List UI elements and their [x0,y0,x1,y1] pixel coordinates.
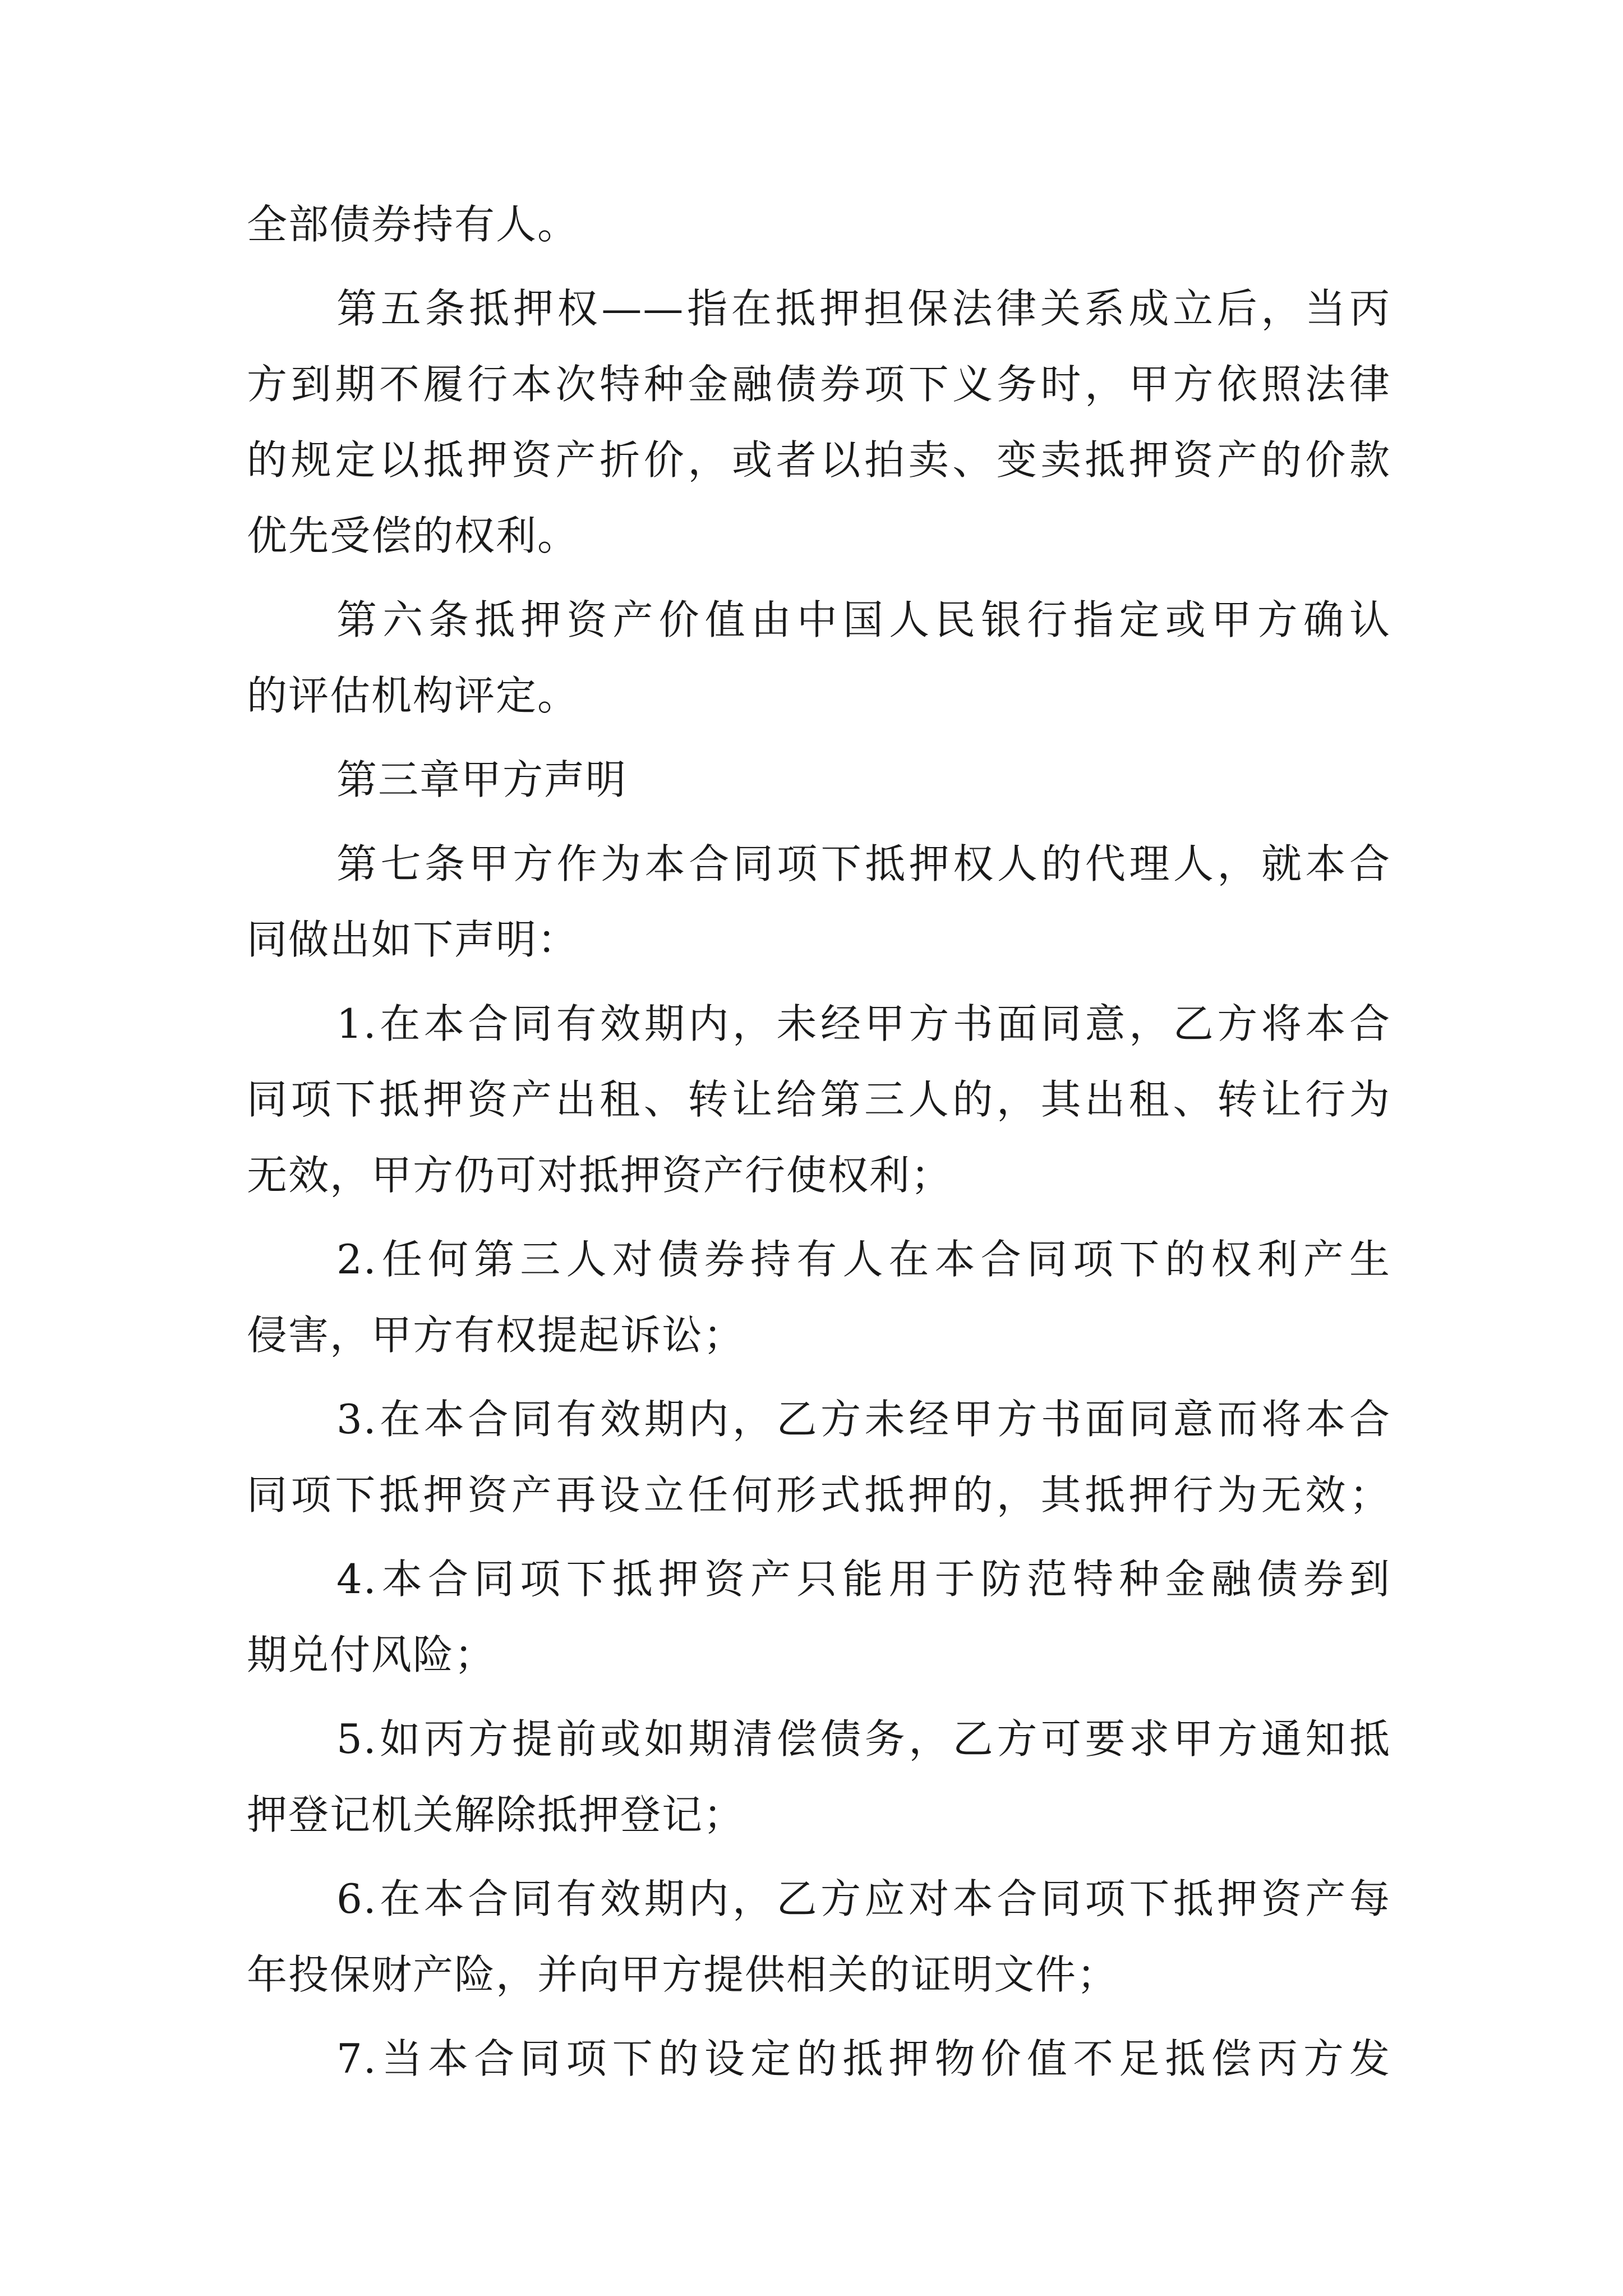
text-line: 期兑付风险； [247,1631,496,1678]
text-line: 同项下抵押资产再设立任何形式抵押的，其抵押行为无效； [247,1471,1391,1519]
text-line: 2.任何第三人对债券持有人在本合同项下的权利产生 [336,1236,1391,1283]
text-line: 全部债券持有人。 [247,201,579,248]
text-line: 5.如丙方提前或如期清偿债务，乙方可要求甲方通知抵 [336,1715,1391,1763]
text-line: 3.在本合同有效期内，乙方未经甲方书面同意而将本合 [336,1396,1391,1443]
text-line: 7.当本合同项下的设定的抵押物价值不足抵偿丙方发 [336,2035,1391,2082]
text-line: 第七条甲方作为本合同项下抵押权人的代理人，就本合 [336,840,1391,887]
text-line: 无效，甲方仍可对抵押资产行使权利； [247,1152,953,1199]
text-line: 第五条抵押权——指在抵押担保法律关系成立后，当丙 [336,285,1391,332]
text-line: 6.在本合同有效期内，乙方应对本合同项下抵押资产每 [336,1875,1391,1922]
text-line: 年投保财产险，并向甲方提供相关的证明文件； [247,1951,1119,1998]
text-line: 的评估机构评定。 [247,672,579,719]
text-line: 侵害，甲方有权提起诉讼； [247,1312,745,1359]
text-line: 押登记机关解除抵押登记； [247,1791,745,1838]
text-line: 方到期不履行本次特种金融债券项下义务时，甲方依照法律 [247,361,1391,408]
text-line: 第六条抵押资产价值由中国人民银行指定或甲方确认 [336,596,1391,643]
text-line: 同做出如下声明： [247,916,579,963]
text-line: 优先受偿的权利。 [247,512,579,559]
text-line: 的规定以抵押资产折价，或者以拍卖、变卖抵押资产的价款 [247,436,1391,484]
text-line: 同项下抵押资产出租、转让给第三人的，其出租、转让行为 [247,1076,1391,1123]
chapter-heading: 第三章甲方声明 [336,756,628,803]
text-line: 1.在本合同有效期内，未经甲方书面同意，乙方将本合 [336,1000,1391,1047]
text-line: 4.本合同项下抵押资产只能用于防范特种金融债券到 [336,1556,1391,1603]
